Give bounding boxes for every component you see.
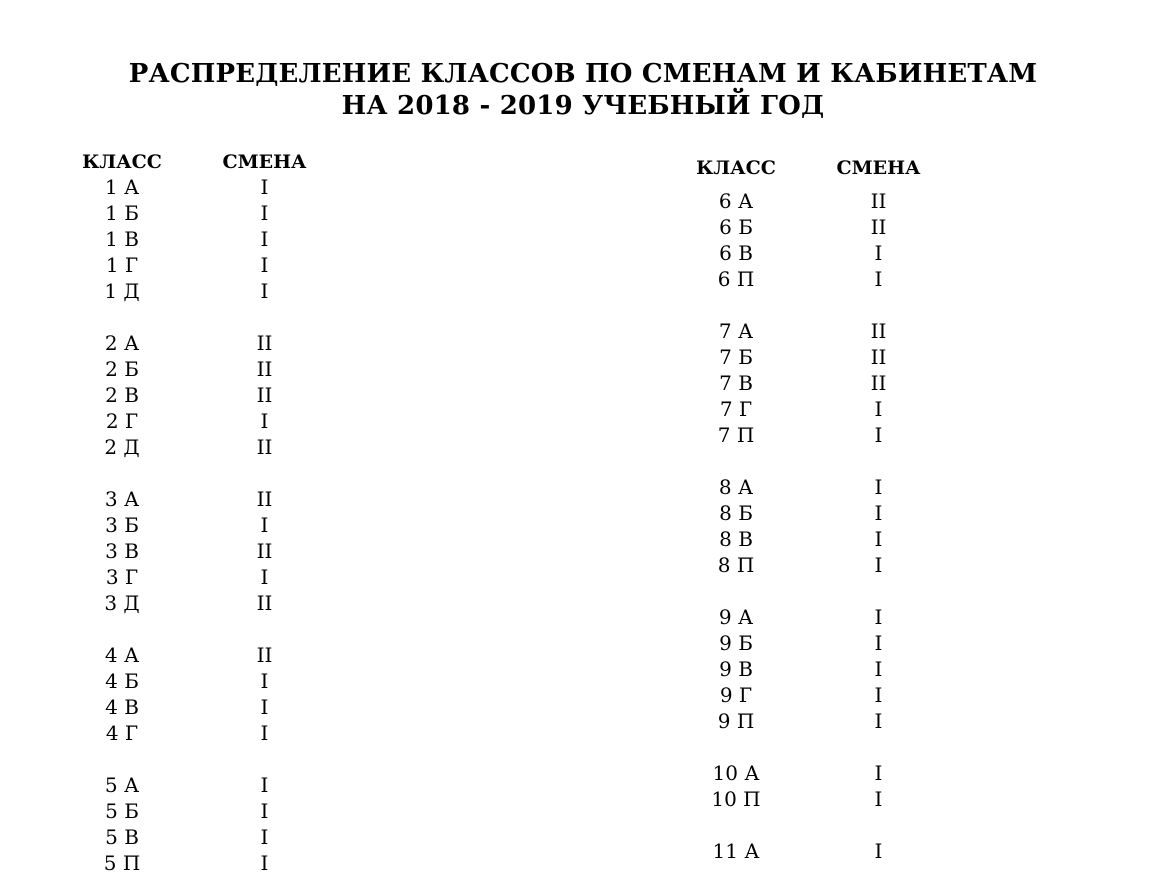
shift-cell: II xyxy=(256,435,273,459)
shift-cell: II xyxy=(256,539,273,563)
class-cell: 7 Б xyxy=(719,345,753,369)
class-cell: 2 Б xyxy=(105,357,139,381)
class-cell: 7 А xyxy=(718,319,754,343)
group-spacer xyxy=(676,448,961,474)
class-cell: 5 В xyxy=(105,825,139,849)
class-cell: 4 Г xyxy=(105,721,139,745)
class-cell: 1 Б xyxy=(105,201,139,225)
table-row xyxy=(676,266,961,292)
class-cell: 6 В xyxy=(719,241,753,265)
table-row xyxy=(62,382,347,408)
table-row xyxy=(676,786,961,812)
class-cell: 4 В xyxy=(105,695,139,719)
shift-cell: II xyxy=(870,345,887,369)
class-cell: 10 П xyxy=(711,787,761,811)
shift-cell: I xyxy=(260,799,269,823)
class-cell: 3 А xyxy=(104,487,140,511)
table-row xyxy=(676,474,961,500)
shift-column-header: СМЕНА xyxy=(836,157,921,179)
class-cell: 4 Б xyxy=(105,669,139,693)
group-spacer xyxy=(676,292,961,318)
class-cell: 3 В xyxy=(105,539,139,563)
shift-cell: I xyxy=(874,787,883,811)
class-cell: 9 Г xyxy=(719,683,753,707)
group-spacer xyxy=(62,746,347,772)
class-cell: 9 А xyxy=(718,605,754,629)
shift-cell: I xyxy=(260,201,269,225)
table-row xyxy=(62,850,347,876)
shift-cell: I xyxy=(874,501,883,525)
class-cell: 1 Д xyxy=(104,279,140,303)
table-row xyxy=(62,434,347,460)
class-cell: 9 Б xyxy=(719,631,753,655)
shift-cell: I xyxy=(874,241,883,265)
table-row xyxy=(62,486,347,512)
class-cell: 1 А xyxy=(104,175,140,199)
table-row xyxy=(676,318,961,344)
table-row xyxy=(676,708,961,734)
table-row xyxy=(62,720,347,746)
shift-cell: II xyxy=(870,319,887,343)
shift-cell: I xyxy=(260,279,269,303)
table-row xyxy=(676,500,961,526)
shift-cell: I xyxy=(874,709,883,733)
class-cell: 11 А xyxy=(712,839,760,863)
table-row xyxy=(62,278,347,304)
table-row xyxy=(62,512,347,538)
table-row xyxy=(62,824,347,850)
class-cell: 4 А xyxy=(104,643,140,667)
table-row xyxy=(676,760,961,786)
shift-cell: II xyxy=(870,215,887,239)
class-cell: 7 П xyxy=(717,423,755,447)
table-row xyxy=(676,630,961,656)
table-row xyxy=(62,226,347,252)
class-cell: 9 В xyxy=(719,657,753,681)
title-line-2: НА 2018 - 2019 УЧЕБНЫЙ ГОД xyxy=(341,91,825,121)
group-spacer xyxy=(62,616,347,642)
group-spacer xyxy=(676,812,961,838)
class-cell: 3 Г xyxy=(105,565,139,589)
group-spacer xyxy=(62,304,347,330)
shift-cell: II xyxy=(870,189,887,213)
class-cell: 2 В xyxy=(105,383,139,407)
class-cell: 6 Б xyxy=(719,215,753,239)
shift-cell: I xyxy=(260,253,269,277)
group-spacer xyxy=(676,734,961,760)
table-row xyxy=(62,538,347,564)
shift-cell: II xyxy=(256,331,273,355)
class-cell: 6 А xyxy=(718,189,754,213)
shift-column-header: СМЕНА xyxy=(222,151,307,173)
right-table-header xyxy=(676,156,961,180)
shift-cell: I xyxy=(874,397,883,421)
class-column-header: КЛАСС xyxy=(82,151,162,173)
shift-cell: I xyxy=(874,839,883,863)
shift-cell: I xyxy=(874,267,883,291)
table-row xyxy=(676,344,961,370)
table-row xyxy=(676,370,961,396)
shift-cell: I xyxy=(874,475,883,499)
class-cell: 3 Б xyxy=(105,513,139,537)
shift-cell: I xyxy=(260,825,269,849)
class-cell: 3 Д xyxy=(104,591,140,615)
table-row xyxy=(676,396,961,422)
shift-cell: I xyxy=(874,683,883,707)
table-row xyxy=(676,188,961,214)
left-table xyxy=(62,150,347,876)
table-row xyxy=(62,772,347,798)
shift-cell: I xyxy=(874,657,883,681)
class-cell: 5 А xyxy=(104,773,140,797)
shift-cell: I xyxy=(260,773,269,797)
table-row xyxy=(62,694,347,720)
table-row xyxy=(676,240,961,266)
class-cell: 9 П xyxy=(717,709,755,733)
shift-cell: I xyxy=(874,527,883,551)
shift-cell: I xyxy=(260,669,269,693)
shift-cell: I xyxy=(260,409,269,433)
class-cell: 7 В xyxy=(719,371,753,395)
shift-cell: II xyxy=(256,643,273,667)
shift-cell: I xyxy=(260,721,269,745)
table-row xyxy=(62,668,347,694)
shift-cell: I xyxy=(874,605,883,629)
class-cell: 5 Б xyxy=(105,799,139,823)
table-row xyxy=(676,838,961,864)
class-column-header: КЛАСС xyxy=(696,157,776,179)
left-table-body xyxy=(62,174,347,876)
table-row xyxy=(676,422,961,448)
right-table xyxy=(676,156,961,864)
table-row xyxy=(62,642,347,668)
document-title xyxy=(0,58,1150,122)
class-cell: 7 Г xyxy=(719,397,753,421)
group-spacer xyxy=(676,180,961,188)
shift-cell: I xyxy=(874,423,883,447)
shift-cell: II xyxy=(256,357,273,381)
group-spacer xyxy=(62,460,347,486)
table-row xyxy=(676,682,961,708)
shift-cell: I xyxy=(874,631,883,655)
table-row xyxy=(62,356,347,382)
title-line-1: РАСПРЕДЕЛЕНИЕ КЛАССОВ ПО СМЕНАМ И КАБИНЕТАМ xyxy=(128,59,1038,89)
shift-cell: I xyxy=(874,761,883,785)
table-row xyxy=(62,200,347,226)
shift-cell: I xyxy=(260,851,269,875)
class-cell: 1 Г xyxy=(105,253,139,277)
group-spacer xyxy=(676,578,961,604)
left-table-header xyxy=(62,150,347,174)
shift-cell: I xyxy=(260,513,269,537)
table-row xyxy=(62,174,347,200)
class-cell: 2 Г xyxy=(105,409,139,433)
class-cell: 8 Б xyxy=(719,501,753,525)
table-row xyxy=(62,564,347,590)
shift-cell: I xyxy=(260,695,269,719)
class-cell: 5 П xyxy=(103,851,141,875)
table-row xyxy=(676,656,961,682)
class-cell: 2 Д xyxy=(104,435,140,459)
shift-cell: I xyxy=(260,227,269,251)
table-row xyxy=(676,214,961,240)
shift-cell: I xyxy=(260,175,269,199)
shift-cell: II xyxy=(256,487,273,511)
class-cell: 8 П xyxy=(717,553,755,577)
table-row xyxy=(62,798,347,824)
class-cell: 8 В xyxy=(719,527,753,551)
right-table-body xyxy=(676,180,961,864)
table-row xyxy=(62,252,347,278)
class-cell: 6 П xyxy=(717,267,755,291)
shift-cell: I xyxy=(260,565,269,589)
class-cell: 1 В xyxy=(105,227,139,251)
shift-cell: II xyxy=(870,371,887,395)
shift-cell: II xyxy=(256,591,273,615)
table-row xyxy=(62,408,347,434)
table-row xyxy=(676,552,961,578)
table-row xyxy=(676,526,961,552)
class-cell: 8 А xyxy=(718,475,754,499)
shift-cell: I xyxy=(874,553,883,577)
table-row xyxy=(62,330,347,356)
class-cell: 10 А xyxy=(712,761,760,785)
class-cell: 2 А xyxy=(104,331,140,355)
table-row xyxy=(676,604,961,630)
shift-cell: II xyxy=(256,383,273,407)
table-row xyxy=(62,590,347,616)
